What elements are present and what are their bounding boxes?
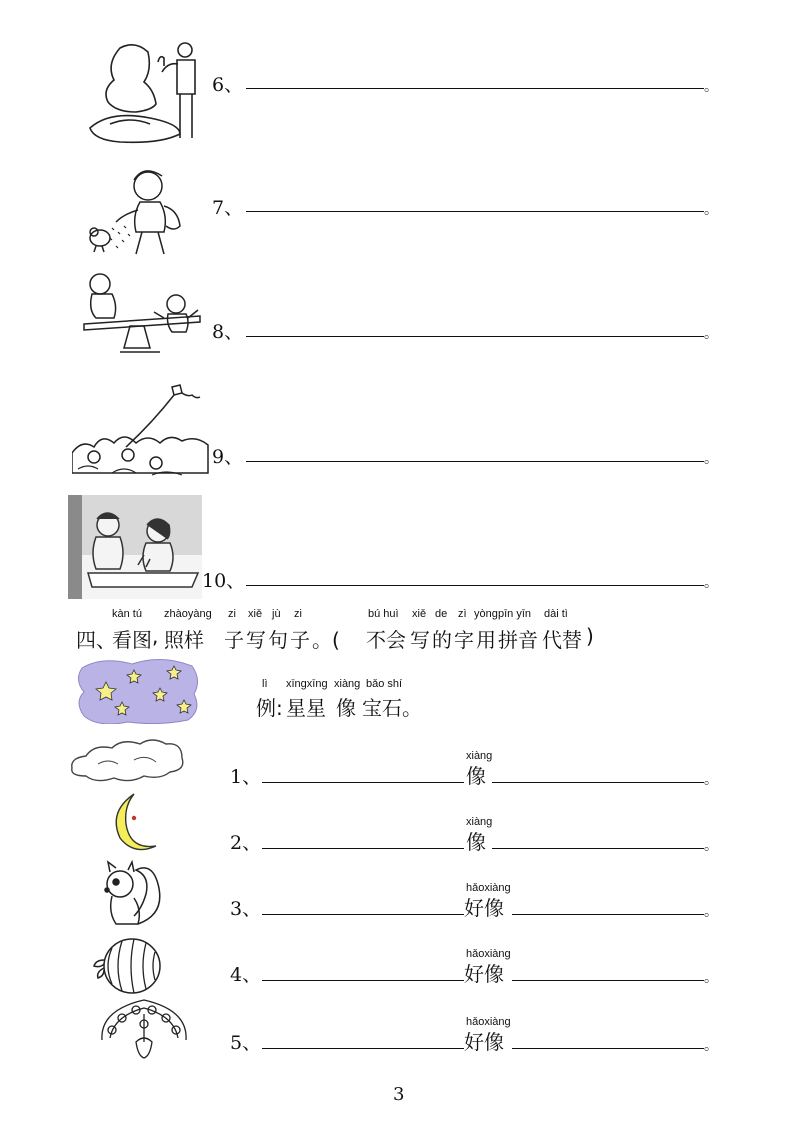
item-number: 10、 bbox=[202, 570, 246, 592]
hanzi: 像 bbox=[466, 830, 486, 854]
hanzi: 写 bbox=[246, 628, 266, 652]
section-number: 四、 bbox=[76, 628, 116, 652]
answer-line-before[interactable] bbox=[262, 782, 464, 783]
pinyin: jù bbox=[272, 608, 281, 620]
answer-line-after[interactable] bbox=[512, 980, 704, 981]
hanzi: 代替 bbox=[542, 628, 582, 652]
answer-line[interactable] bbox=[246, 211, 704, 212]
item-number: 7、 bbox=[212, 197, 244, 219]
answer-line-after[interactable] bbox=[492, 848, 704, 849]
grandma-child-illustration bbox=[80, 38, 205, 150]
hanzi: 不会 bbox=[366, 628, 406, 652]
end-period: 。 bbox=[704, 838, 718, 854]
pinyin: de bbox=[435, 608, 448, 620]
end-period: 。 bbox=[704, 1038, 718, 1054]
end-period: 。 bbox=[704, 970, 718, 986]
pinyin: zì bbox=[458, 608, 467, 620]
pinyin: zhàoyàng bbox=[164, 608, 212, 620]
hanzi: 。 bbox=[402, 696, 422, 720]
pinyin: bú huì bbox=[368, 608, 399, 620]
pinyin: hǎoxiàng bbox=[466, 1016, 511, 1028]
seesaw-illustration bbox=[80, 268, 205, 360]
hanzi: 字 bbox=[454, 628, 474, 652]
item-number: 4、 bbox=[230, 964, 262, 986]
example-sentence bbox=[256, 678, 456, 722]
hanzi: 照样 bbox=[164, 628, 204, 652]
end-period: 。 bbox=[704, 202, 718, 218]
end-period: 。 bbox=[704, 79, 718, 95]
answer-line[interactable] bbox=[246, 461, 704, 462]
item-number: 6、 bbox=[212, 74, 244, 96]
page-number: 3 bbox=[393, 1084, 405, 1105]
pinyin: lì bbox=[262, 678, 268, 690]
example-label: 例: bbox=[256, 696, 283, 720]
squirrel-illustration bbox=[98, 860, 164, 930]
answer-line[interactable] bbox=[246, 336, 704, 337]
hanzi: 像 bbox=[336, 696, 356, 720]
girl-feeding-chick-illustration bbox=[82, 162, 200, 260]
pinyin: xiàng bbox=[466, 750, 493, 762]
hanzi: 好像 bbox=[464, 1030, 504, 1054]
hanzi: 星星 bbox=[286, 696, 326, 720]
pinyin: kàn tú bbox=[112, 608, 142, 620]
answer-line-after[interactable] bbox=[492, 782, 704, 783]
peacock-illustration bbox=[96, 994, 192, 1060]
pinyin: hǎoxiàng bbox=[466, 948, 511, 960]
answer-line-before[interactable] bbox=[262, 914, 464, 915]
pinyin: xiàng bbox=[466, 816, 493, 828]
item-number: 3、 bbox=[230, 898, 262, 920]
hanzi: 的 bbox=[432, 628, 452, 652]
hanzi: 。( bbox=[312, 628, 340, 652]
pinyin: dài tì bbox=[544, 608, 568, 620]
end-period: 。 bbox=[704, 904, 718, 920]
item-number: 1、 bbox=[230, 766, 262, 788]
hanzi: 好像 bbox=[464, 896, 504, 920]
pinyin: xīngxīng bbox=[286, 678, 328, 690]
item-number: 5、 bbox=[230, 1032, 262, 1054]
end-period: 。 bbox=[704, 772, 718, 788]
pinyin: xiě bbox=[248, 608, 263, 620]
pinyin: xiě bbox=[412, 608, 427, 620]
cloud-illustration bbox=[68, 738, 186, 784]
answer-line-before[interactable] bbox=[262, 848, 464, 849]
hanzi: 子 bbox=[224, 628, 244, 652]
answer-line-after[interactable] bbox=[512, 1048, 704, 1049]
hanzi: 像 bbox=[466, 764, 486, 788]
item-number: 8、 bbox=[212, 321, 244, 343]
pinyin: zi bbox=[228, 608, 236, 620]
hanzi: 拼音 bbox=[498, 628, 538, 652]
pinyin: pīn yīn bbox=[498, 608, 532, 620]
hanzi: 子 bbox=[290, 628, 310, 652]
pinyin: yòng bbox=[474, 608, 498, 620]
kite-flying-illustration bbox=[72, 383, 212, 483]
end-period: 。 bbox=[704, 451, 718, 467]
hanzi: 好像 bbox=[464, 962, 504, 986]
crescent-moon-illustration bbox=[104, 792, 160, 854]
hanzi: 用 bbox=[476, 628, 496, 652]
end-period: 。 bbox=[704, 326, 718, 342]
answer-line-before[interactable] bbox=[262, 1048, 464, 1049]
hanzi: 写 bbox=[410, 628, 430, 652]
pinyin: xiàng bbox=[334, 678, 361, 690]
starry-sky-illustration bbox=[76, 658, 204, 724]
pinyin: hǎoxiàng bbox=[466, 882, 511, 894]
answer-line-before[interactable] bbox=[262, 980, 464, 981]
end-period: 。 bbox=[704, 575, 718, 591]
pinyin: bǎo shí bbox=[366, 678, 403, 690]
classroom-illustration bbox=[68, 495, 202, 599]
answer-line-after[interactable] bbox=[512, 914, 704, 915]
pinyin: zi bbox=[294, 608, 302, 620]
hanzi: 看图 bbox=[112, 628, 152, 652]
hanzi: ) bbox=[586, 624, 594, 648]
hanzi: 宝石 bbox=[362, 696, 402, 720]
answer-line[interactable] bbox=[246, 88, 704, 89]
item-number: 9、 bbox=[212, 446, 244, 468]
item-number: 2、 bbox=[230, 832, 262, 854]
answer-line[interactable] bbox=[246, 585, 704, 586]
hanzi: , bbox=[152, 624, 159, 648]
watermelon-illustration bbox=[92, 934, 164, 996]
hanzi: 句 bbox=[268, 628, 288, 652]
